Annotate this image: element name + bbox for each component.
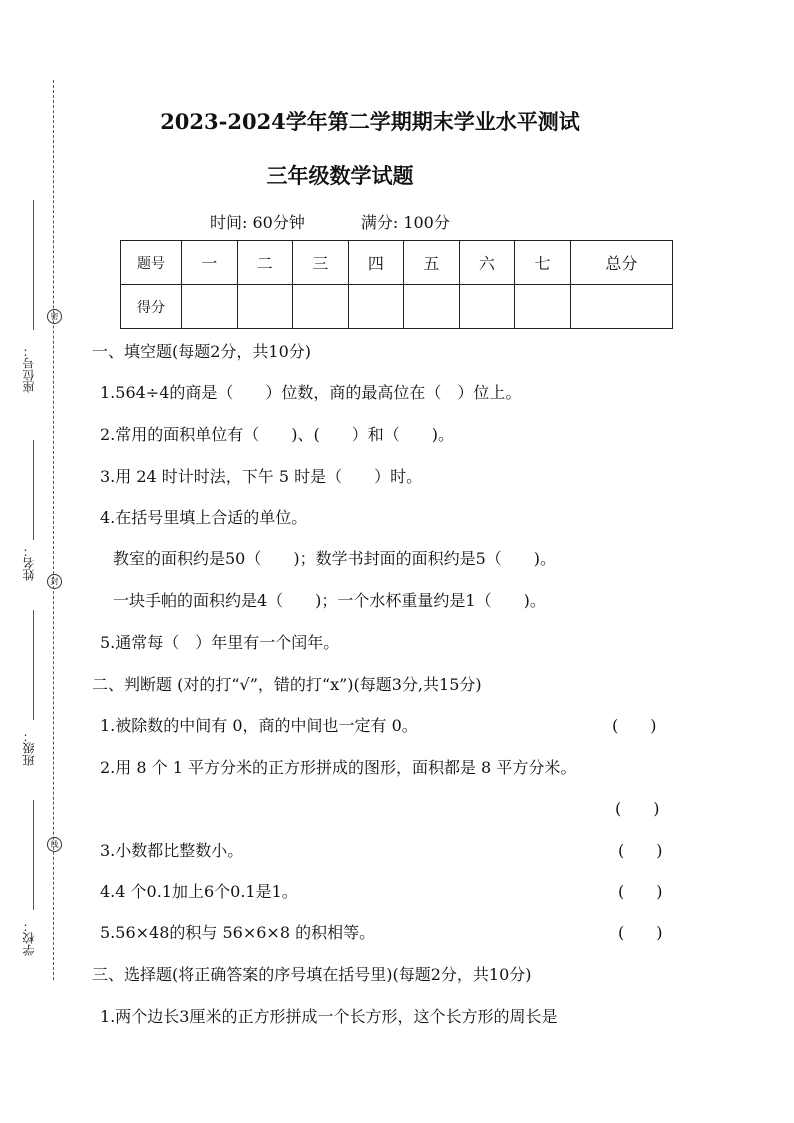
table-cell: 三: [293, 241, 349, 285]
name-label: 姓名：: [22, 545, 36, 581]
answer-paren[interactable]: ( ): [618, 923, 663, 942]
s1-question-4: 4.在括号里填上合适的单位。: [100, 508, 308, 527]
exam-full-score: 满分: 100分: [360, 213, 450, 232]
school-label: 学校：: [22, 920, 36, 956]
s2-question-1: 1.被除数的中间有 0，商的中间也一定有 0。: [100, 716, 418, 735]
seat-label: 座位号：: [22, 345, 36, 393]
table-cell: 六: [459, 241, 515, 285]
name-underline: [33, 440, 34, 540]
table-cell: 总分: [570, 241, 672, 285]
score-table: [120, 240, 673, 329]
table-cell: 题号: [121, 241, 182, 285]
section3-heading: 三、选择题(将正确答案的序号填在括号里)(每题2分，共10分): [92, 965, 532, 984]
table-cell: 七: [515, 241, 571, 285]
answer-paren[interactable]: ( ): [615, 799, 660, 818]
exam-title: 2023-2024学年第二学期期末学业水平测试: [160, 109, 580, 134]
binding-circle-mi: 密: [47, 309, 62, 324]
s2-question-3: 3.小数都比整数小。: [100, 841, 244, 860]
s1-question-5: 5.通常每（ ）年里有一个闰年。: [100, 633, 340, 652]
section1-heading: 一、填空题(每题2分，共10分): [92, 342, 312, 361]
s1-question-3: 3.用 24 时计时法，下午 5 时是（ ）时。: [100, 467, 423, 486]
score-table-score-row: [121, 285, 673, 329]
class-label: 班级：: [22, 730, 36, 766]
section2-heading: 二、判断题 (对的打“√”，错的打“x”)(每题3分,共15分): [92, 675, 482, 694]
s1-question-1: 1.564÷4的商是（ ）位数，商的最高位在（ ）位上。: [100, 383, 522, 402]
class-underline: [33, 610, 34, 720]
s1-question-2: 2.常用的面积单位有（ )、( ）和（ )。: [100, 425, 454, 444]
table-cell: 二: [237, 241, 293, 285]
s1-question-4b: 一块手帕的面积约是4（ )；一个水杯重量约是1（ )。: [113, 591, 546, 610]
score-cell[interactable]: [404, 285, 460, 329]
answer-paren[interactable]: ( ): [618, 841, 663, 860]
score-cell[interactable]: [293, 285, 349, 329]
answer-paren[interactable]: ( ): [618, 882, 663, 901]
binding-circle-xian: 线: [47, 837, 62, 852]
s2-question-4: 4.4 个0.1加上6个0.1是1。: [100, 882, 298, 901]
table-cell: 四: [348, 241, 404, 285]
s2-question-2: 2.用 8 个 1 平方分米的正方形拼成的图形，面积都是 8 平方分米。: [100, 758, 577, 777]
s2-question-5: 5.56×48的积与 56×6×8 的积相等。: [100, 923, 376, 942]
s3-question-1: 1.两个边长3厘米的正方形拼成一个长方形，这个长方形的周长是: [100, 1007, 558, 1026]
binding-circle-feng: 封: [47, 574, 62, 589]
score-cell[interactable]: [515, 285, 571, 329]
table-cell: 五: [404, 241, 460, 285]
seat-underline: [33, 200, 34, 330]
score-cell[interactable]: [237, 285, 293, 329]
score-table-header-row: [121, 241, 673, 285]
exam-meta: [210, 210, 450, 233]
answer-paren[interactable]: ( ): [612, 716, 657, 735]
score-cell[interactable]: [570, 285, 672, 329]
score-cell[interactable]: [459, 285, 515, 329]
school-underline: [33, 800, 34, 910]
score-cell[interactable]: [182, 285, 238, 329]
exam-time: 时间: 60分钟: [210, 213, 305, 232]
score-cell[interactable]: [348, 285, 404, 329]
table-cell: 一: [182, 241, 238, 285]
exam-subtitle: 三年级数学试题: [266, 163, 414, 188]
table-cell: 得分: [121, 285, 182, 329]
s1-question-4a: 教室的面积约是50（ )；数学书封面的面积约是5（ )。: [113, 549, 557, 568]
